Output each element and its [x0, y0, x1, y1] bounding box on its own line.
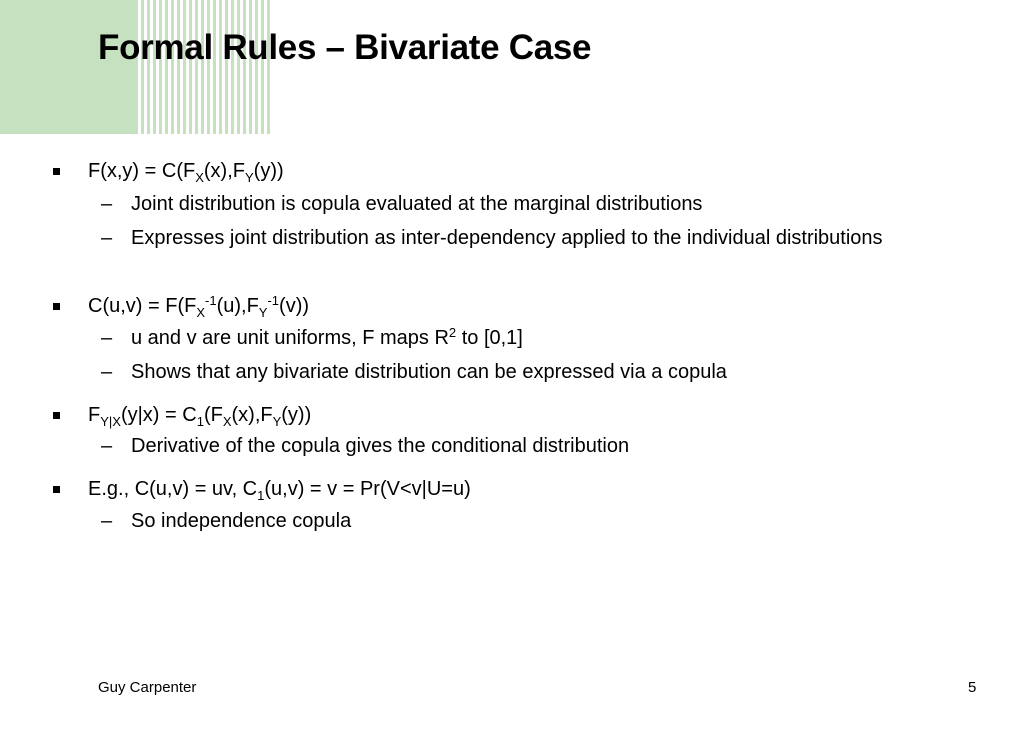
- dash-marker: –: [101, 227, 113, 249]
- sub-bullet-maps: u and v are unit uniforms, F maps $R^2$ to [0,1]: [131, 325, 523, 349]
- dash-marker: –: [101, 361, 113, 383]
- dash-marker: –: [101, 327, 113, 349]
- dash-marker: –: [101, 510, 113, 532]
- sub-bullet: Shows that any bivariate distribution can be expressed via a copula: [131, 361, 727, 383]
- sub-bullet: So independence copula: [131, 510, 352, 532]
- sub-bullet: Joint distribution is copula evaluated at the marginal distributions: [131, 193, 703, 215]
- slide-title: Formal Rules – Bivariate Case: [98, 28, 592, 67]
- bullet-marker: [53, 486, 60, 493]
- sub-bullet: Derivative of the copula gives the conditional distribution: [131, 435, 630, 457]
- sub-bullet: Expresses joint distribution as inter-dependency applied to the individual distributions: [131, 227, 883, 249]
- bullet-formula-3: $F_{Y|X}(y|x) = C_1(F_X(x),F_Y(y))$: [88, 404, 312, 429]
- dash-marker: –: [101, 193, 113, 215]
- page-number: 5: [968, 679, 977, 696]
- bullet-marker: [53, 303, 60, 310]
- bullet-formula-4: E.g., C(u,v) = uv, $C_1(u,v) = v = Pr(V<v|U=u)$: [88, 478, 471, 503]
- bullet-formula-2: $C(u,v) = F(F_X^{-1}(u),F_Y^{-1}(v))$: [88, 293, 310, 320]
- bullet-marker: [53, 412, 60, 419]
- dash-marker: –: [101, 435, 113, 457]
- bullet-marker: [53, 168, 60, 175]
- footer-company: Guy Carpenter: [98, 679, 197, 696]
- bullet-formula-1: $F(x,y) = C(F_X(x),F_Y(y))$: [88, 160, 284, 185]
